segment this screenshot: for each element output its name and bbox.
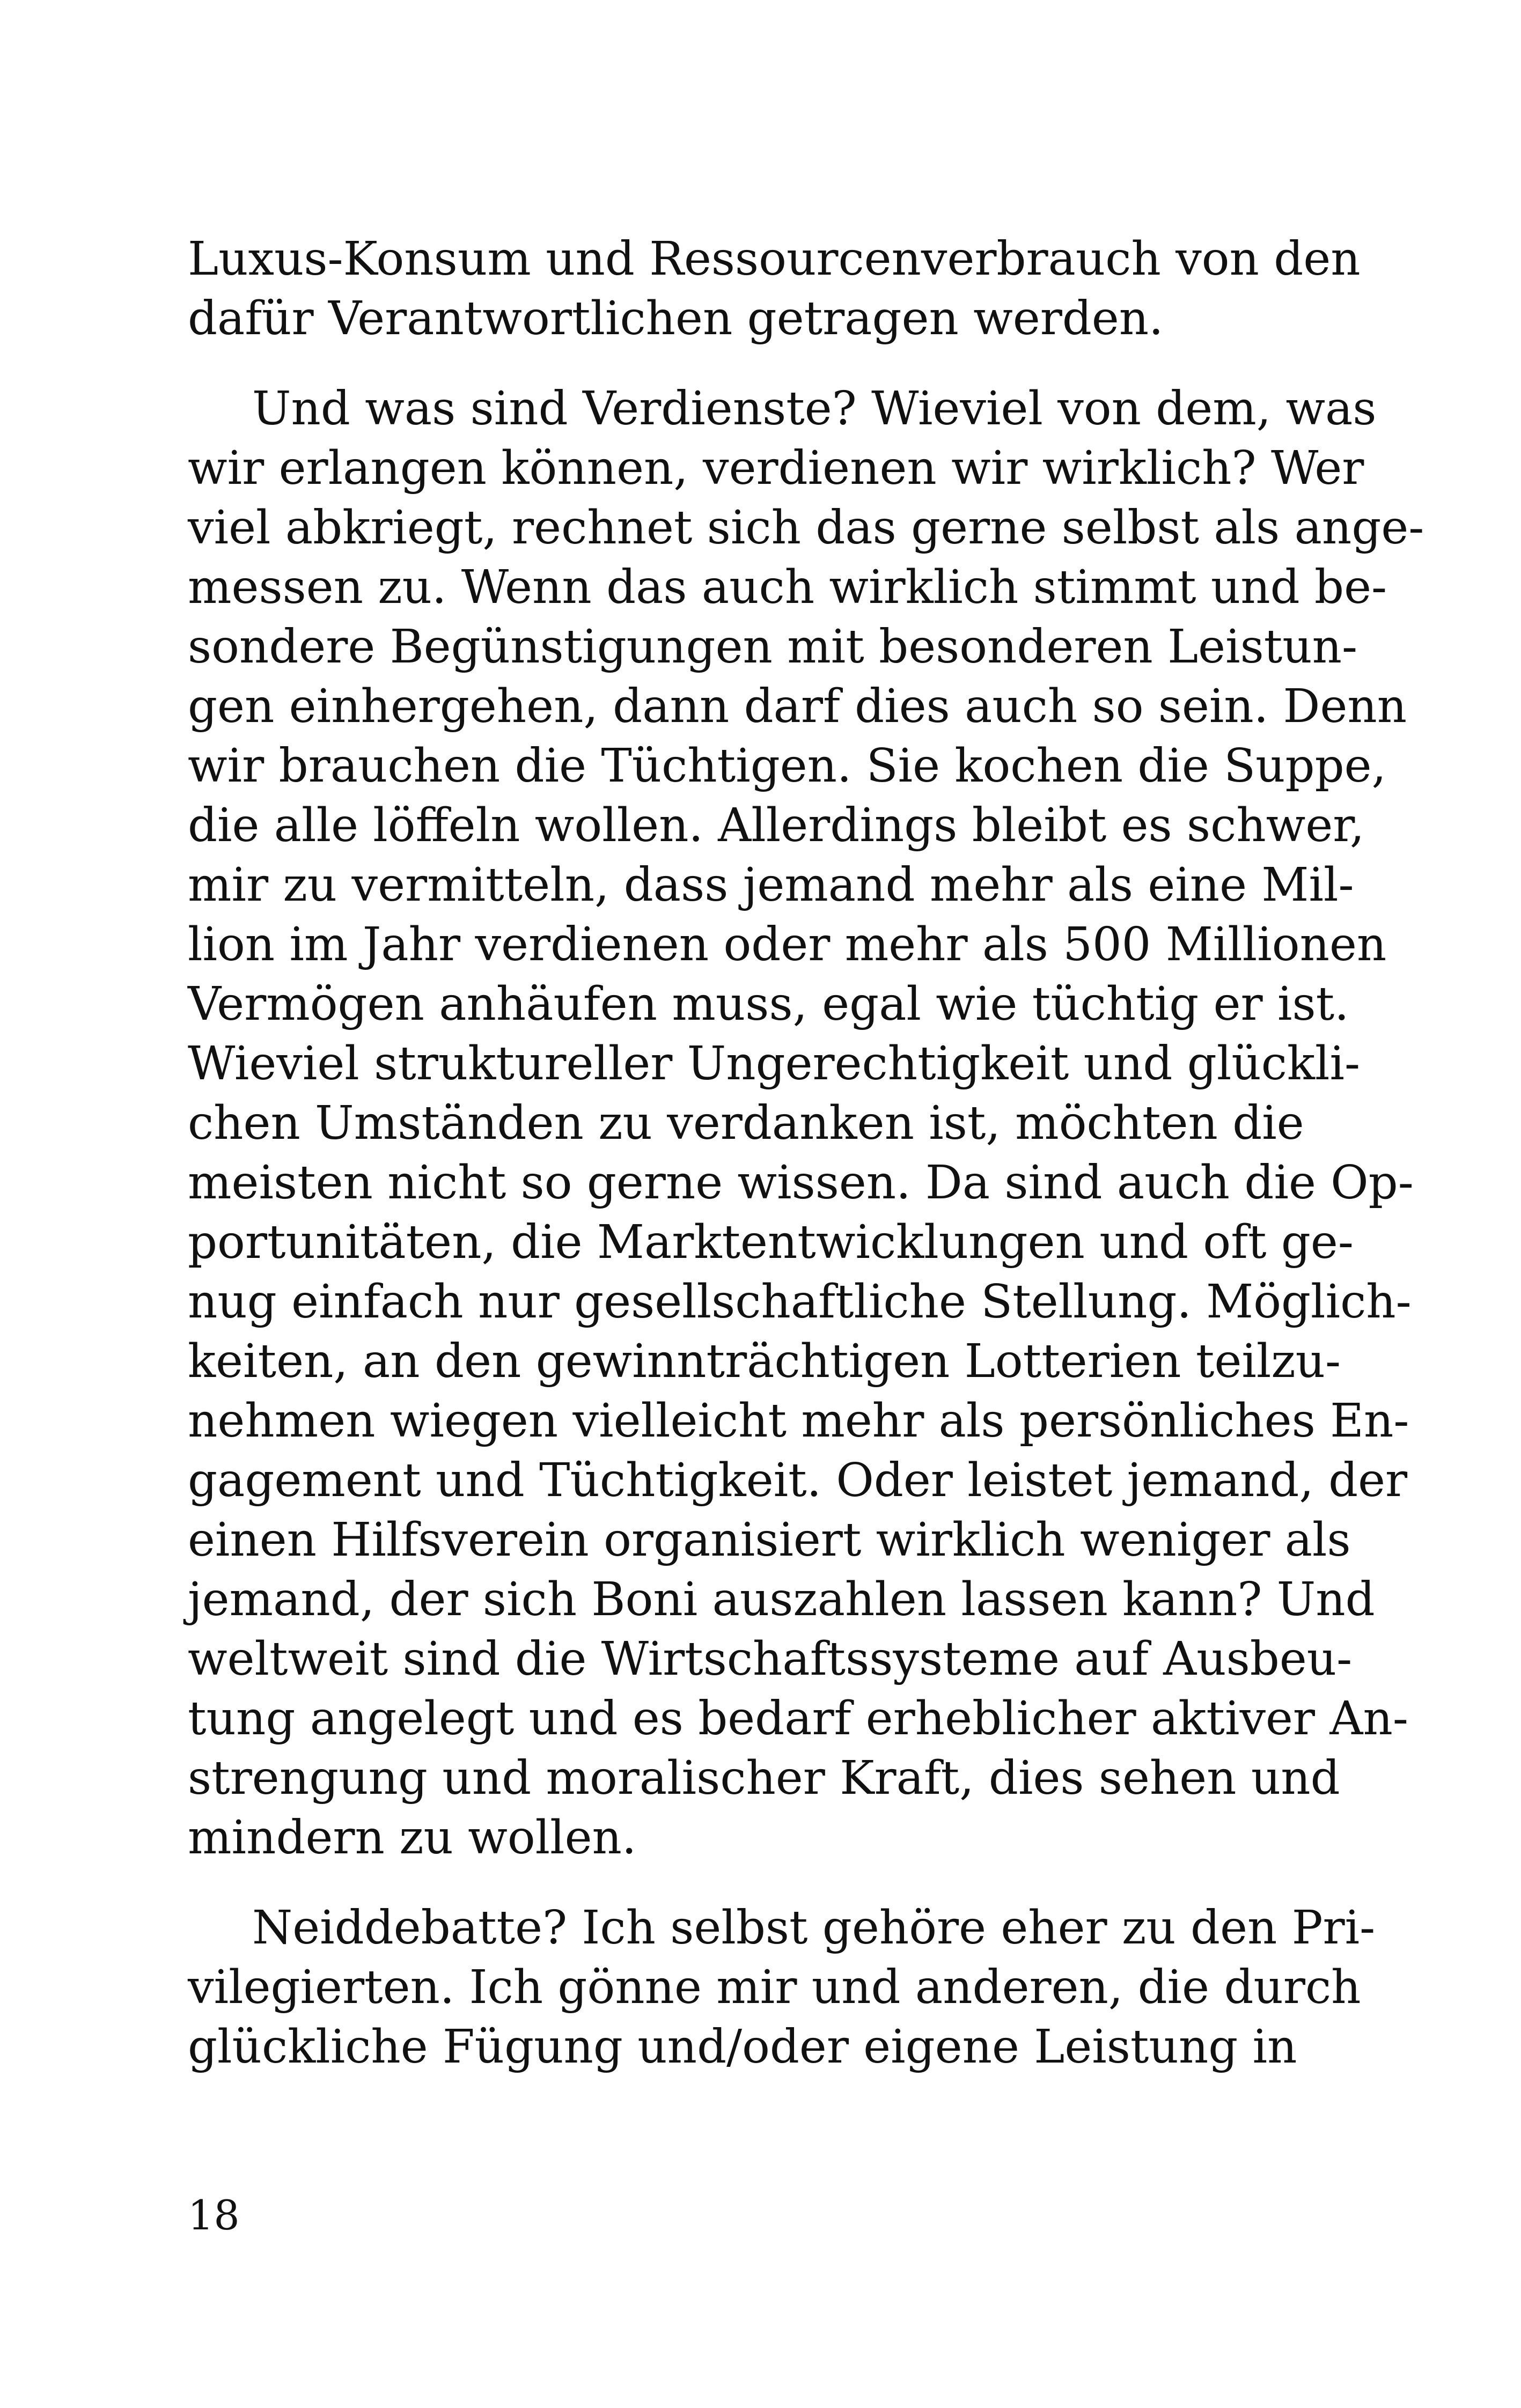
text-line: jemand, der sich Boni auszahlen lassen kann? Und bbox=[188, 1573, 1375, 1626]
text-line: glückliche Fügung und/oder eigene Leistung in bbox=[188, 2020, 1297, 2074]
text-line: gagement und Tüchtigkeit. Oder leistet jemand, der bbox=[188, 1454, 1408, 1507]
text-line: wir brauchen die Tüchtigen. Sie kochen die Suppe, bbox=[188, 739, 1386, 793]
text-line: lion im Jahr verdienen oder mehr als 500 Millionen bbox=[188, 918, 1387, 971]
text-line: nehmen wiegen vielleicht mehr als persönliches En- bbox=[188, 1394, 1409, 1448]
text-line: tung angelegt und es bedarf erheblicher aktiver An- bbox=[188, 1692, 1408, 1746]
page-number: 18 bbox=[188, 2191, 240, 2239]
text-line: die alle löffeln wollen. Allerdings bleibt es schwer, bbox=[188, 799, 1365, 852]
text-line: strengung und moralischer Kraft, dies sehen und bbox=[188, 1751, 1340, 1805]
body-text bbox=[188, 230, 1424, 2077]
paragraph bbox=[188, 1898, 1376, 2077]
text-line: einen Hilfsverein organisiert wirklich weniger als bbox=[188, 1513, 1351, 1567]
text-line: Vermögen anhäufen muss, egal wie tüchtig er ist. bbox=[188, 977, 1349, 1031]
paragraph-gap bbox=[188, 349, 1289, 379]
text-line: gen einhergehen, dann darf dies auch so sein. Denn bbox=[188, 680, 1407, 733]
text-line: Und was sind Verdienste? Wieviel von dem, was bbox=[252, 382, 1377, 436]
text-line: wir erlangen können, verdienen wir wirklich? Wer bbox=[188, 441, 1364, 495]
text-line: keiten, an den gewinnträchtigen Lotterien teilzu- bbox=[188, 1335, 1341, 1388]
text-line: Neiddebatte? Ich selbst gehöre eher zu den Pri- bbox=[252, 1901, 1376, 1955]
paragraph bbox=[188, 230, 1361, 349]
text-line: sondere Begünstigungen mit besonderen Leistun- bbox=[188, 620, 1358, 674]
paragraph bbox=[188, 379, 1424, 1868]
text-line: viel abkriegt, rechnet sich das gerne selbst als ange- bbox=[188, 501, 1424, 555]
text-line: messen zu. Wenn das auch wirklich stimmt und be- bbox=[188, 561, 1387, 614]
text-line: Luxus-Konsum und Ressourcenverbrauch von den bbox=[188, 232, 1361, 286]
text-line: chen Umständen zu verdanken ist, möchten die bbox=[188, 1096, 1304, 1150]
text-line: meisten nicht so gerne wissen. Da sind auch die Op- bbox=[188, 1156, 1414, 1210]
text-line: mir zu vermitteln, dass jemand mehr als eine Mil- bbox=[188, 858, 1354, 912]
text-line: nug einfach nur gesellschaftliche Stellung. Möglich- bbox=[188, 1275, 1412, 1329]
text-line: dafür Verantwortlichen getragen werden. bbox=[188, 292, 1164, 345]
text-line: Wieviel struktureller Ungerechtigkeit und glückli- bbox=[188, 1037, 1361, 1091]
text-line: mindern zu wollen. bbox=[188, 1811, 637, 1865]
text-line: vilegierten. Ich gönne mir und anderen, die durch bbox=[188, 1961, 1361, 2014]
paragraph-gap bbox=[188, 1868, 1289, 1898]
text-line: portunitäten, die Marktentwicklungen und oft ge- bbox=[188, 1216, 1354, 1269]
text-line: weltweit sind die Wirtschaftssysteme auf Ausbeu- bbox=[188, 1632, 1353, 1686]
